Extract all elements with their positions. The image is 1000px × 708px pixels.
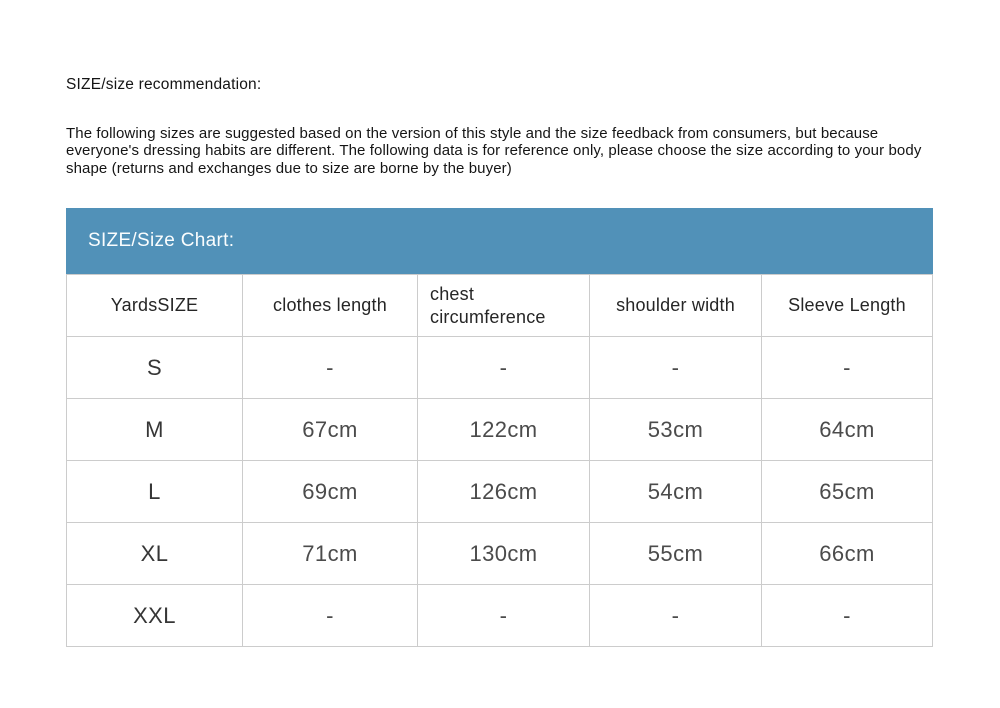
value-cell: 54cm [590,461,762,523]
value-cell: 55cm [590,523,762,585]
value-cell: 69cm [243,461,418,523]
column-header-chest-circumference: chest circumference [418,275,590,337]
table-row-l [67,461,933,523]
column-header-clothes-length: clothes length [243,275,418,337]
size-chart-section [66,208,933,647]
size-cell: M [67,399,243,461]
value-cell: 126cm [418,461,590,523]
value-cell: - [418,337,590,399]
value-cell: 130cm [418,523,590,585]
table-row-s [67,337,933,399]
table-row-m [67,399,933,461]
size-description-paragraph: The following sizes are suggested based on the version of this style and the size feedback from consumers, but because everyone's dressing habits are different. The following data is for reference only, please choose the size according to your body shape (returns and exchanges due to size are borne by the buyer) [66,125,922,177]
size-cell: L [67,461,243,523]
column-header-size: YardsSIZE [67,275,243,337]
table-row-xl [67,523,933,585]
value-cell: - [590,337,762,399]
value-cell: 122cm [418,399,590,461]
value-cell: 64cm [762,399,933,461]
value-cell: - [243,585,418,647]
size-chart-title-bar [66,208,933,274]
page-title: SIZE/size recommendation: [66,76,262,93]
table-header-row [67,275,933,337]
size-chart-table [66,274,933,647]
table-row-xxl [67,585,933,647]
value-cell: - [762,585,933,647]
value-cell: 66cm [762,523,933,585]
value-cell: - [418,585,590,647]
column-header-shoulder-width: shoulder width [590,275,762,337]
value-cell: - [762,337,933,399]
value-cell: 53cm [590,399,762,461]
value-cell: 71cm [243,523,418,585]
size-chart-title: SIZE/Size Chart: [88,230,235,251]
value-cell: 67cm [243,399,418,461]
size-cell: S [67,337,243,399]
value-cell: - [243,337,418,399]
value-cell: - [590,585,762,647]
value-cell: 65cm [762,461,933,523]
column-header-sleeve-length: Sleeve Length [762,275,933,337]
size-cell: XXL [67,585,243,647]
size-cell: XL [67,523,243,585]
